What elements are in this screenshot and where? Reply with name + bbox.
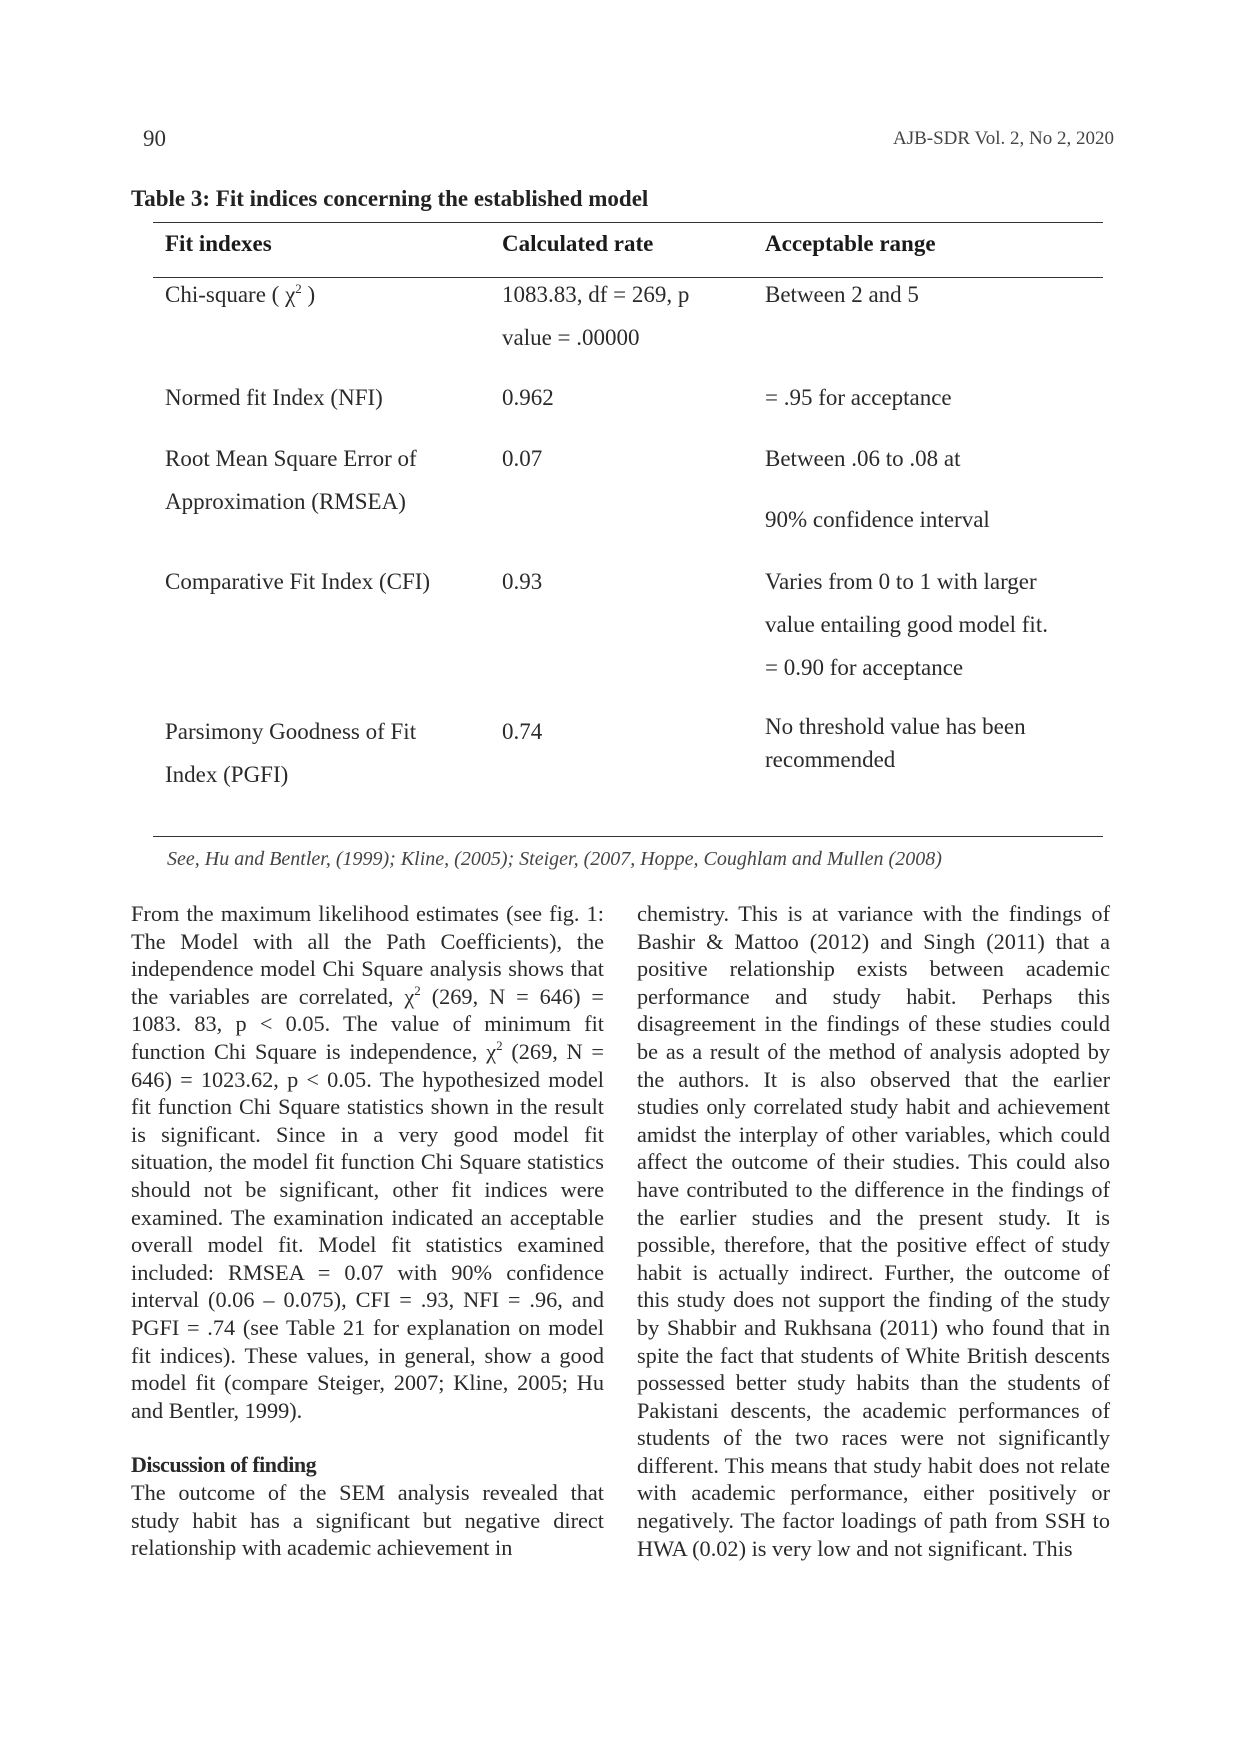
row-rmsea-range	[765, 437, 1105, 541]
right-column	[637, 900, 1110, 1562]
discussion-paragraph: The outcome of the SEM analysis revealed that study habit has a significant but negative direct relationship with academic achievement in	[131, 1480, 604, 1561]
superscript: 2	[414, 982, 421, 998]
row-pgfi-index	[165, 710, 485, 796]
row-cfi-index: Comparative Fit Index (CFI)	[165, 569, 431, 594]
row-cfi-range	[765, 560, 1105, 689]
page-number: 90	[143, 126, 166, 151]
index-line: Root Mean Square Error of	[165, 446, 417, 471]
row-pgfi-range	[765, 710, 1105, 776]
index-text: Chi-square ( χ	[165, 282, 296, 307]
rate-line: 1083.83, df = 269, p	[502, 282, 690, 307]
row-chi-square-range	[765, 273, 1105, 316]
superscript: 2	[295, 281, 302, 296]
row-nfi-index: Normed fit Index (NFI)	[165, 385, 383, 410]
range-line: recommended	[765, 747, 896, 772]
table-bottom-rule	[153, 836, 1103, 837]
row-chi-square-index	[165, 273, 485, 316]
column-header-acceptable-range: Acceptable range	[765, 231, 936, 256]
row-nfi-rate: 0.962	[502, 385, 554, 410]
index-line: Index (PGFI)	[165, 762, 289, 787]
column-header-fit-indexes: Fit indexes	[165, 231, 272, 256]
paragraph-text: (269, N = 646) = 1023.62, p < 0.05. The hypothesized model fit function Chi Square statistics shown in the result is significant. Since in a very good model fit situation, the model fit function Chi Square statistics should not be significant, other fit indices were examined. The examination indicated an acceptable overall model fit. Model fit statistics examined included: RMSEA = 0.07 with 90% confidence interval (0.06 – 0.075), CFI = .93, NFI = .96, and PGFI = .74 (see Table 21 for explanation on model fit indices). These values, in general, show a good model fit (compare Steiger, 2007; Kline, 2005; Hu and Bentler, 1999).	[131, 1038, 604, 1423]
index-text-tail: )	[301, 282, 316, 307]
index-line: Approximation (RMSEA)	[165, 489, 406, 514]
range-line: Between .06 to .08 at	[765, 446, 961, 471]
row-chi-square-rate	[502, 273, 742, 359]
superscript: 2	[496, 1037, 503, 1053]
index-line: Parsimony Goodness of Fit	[165, 719, 417, 744]
range-line: value entailing good model fit.	[765, 612, 1048, 637]
range-line: 90% confidence interval	[765, 507, 990, 532]
paragraph-text: From the maximum likelihood estimates (see fig. 1: The Model with all the Path Coefficients), the independence model Chi Square analysis shows that the variables are correlated, χ	[131, 901, 604, 1009]
discussion-continued-paragraph: chemistry. This is at variance with the findings of Bashir & Mattoo (2012) and Singh (2011) that a positive relationship exists between academic performance and study habit. Perhaps this disagreement in the findings of these studies could be as a result of the method of analysis adopted by the authors. It is also observed that the earlier studies only correlated study habit and achievement amidst the interplay of other variables, which could affect the outcome of their studies. This could also have contributed to the difference in the findings of the earlier studies and the present study. It is possible, therefore, that the positive effect of study habit is actually indirect. Further, the outcome of this study does not support the finding of the study by Shabbir and Rukhsana (2011) who found that in spite the fact that students of White British descents possessed better study habits than the students of Pakistani descents, the academic performances of students of the two races were not significantly different. This means that study habit does not relate with academic performance, either positively or negatively. The factor loadings of path from SSH to HWA (0.02) is very low and not significant. This	[637, 901, 1110, 1561]
table-caption: Table 3: Fit indices concerning the established model	[131, 186, 649, 211]
range-line: = 0.90 for acceptance	[765, 655, 964, 680]
column-header-calculated-rate: Calculated rate	[502, 231, 654, 256]
row-pgfi-rate: 0.74	[502, 719, 543, 744]
running-head: AJB-SDR Vol. 2, No 2, 2020	[892, 128, 1114, 149]
range-line: Between 2 and 5	[765, 282, 919, 307]
row-rmsea-index	[165, 437, 485, 523]
results-paragraph	[131, 900, 604, 1424]
row-rmsea-rate: 0.07	[502, 446, 543, 471]
range-line: No threshold value has been	[765, 714, 1026, 739]
range-line: Varies from 0 to 1 with larger	[765, 569, 1037, 594]
rate-line: value = .00000	[502, 325, 640, 350]
row-nfi-range: = .95 for acceptance	[765, 385, 952, 410]
table-source-note: See, Hu and Bentler, (1999); Kline, (2005); Steiger, (2007, Hoppe, Coughlam and Mullen (2008)	[167, 848, 942, 870]
row-cfi-rate: 0.93	[502, 569, 543, 594]
section-heading-discussion: Discussion of finding	[131, 1452, 317, 1478]
left-column	[131, 900, 604, 1562]
paragraph-text: (269, N = 646) = 1083. 83, p < 0.05. The value of minimum fit function Chi Square is independence, χ	[131, 983, 604, 1064]
